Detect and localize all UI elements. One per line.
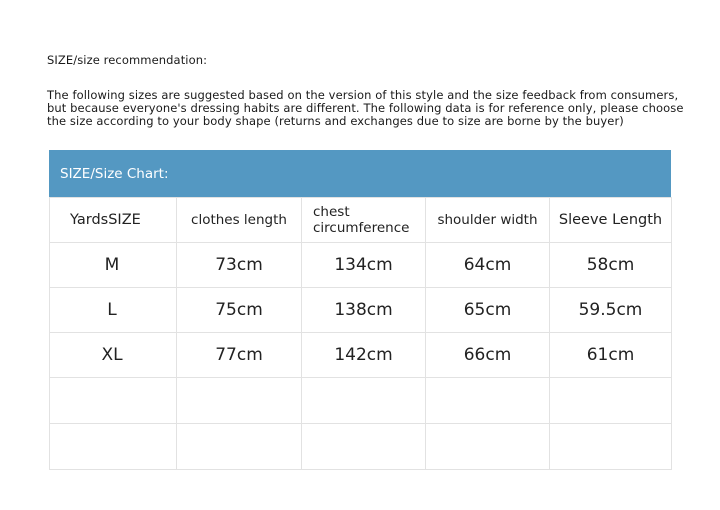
empty-cell bbox=[426, 378, 550, 424]
shoulder-width-value: 64cm bbox=[426, 243, 550, 288]
size-label: L bbox=[50, 288, 177, 333]
empty-cell bbox=[302, 424, 426, 470]
sleeve-length-value: 59.5cm bbox=[550, 288, 672, 333]
shoulder-width-value: 65cm bbox=[426, 288, 550, 333]
empty-cell bbox=[177, 424, 302, 470]
table-row bbox=[50, 288, 672, 333]
empty-cell bbox=[50, 424, 177, 470]
size-chart bbox=[49, 150, 671, 470]
size-label: M bbox=[50, 243, 177, 288]
sleeve-length-value: 58cm bbox=[550, 243, 672, 288]
empty-cell bbox=[50, 378, 177, 424]
chest-circumference-value: 142cm bbox=[302, 333, 426, 378]
size-chart-title: SIZE/Size Chart: bbox=[49, 150, 671, 197]
sleeve-length-value: 61cm bbox=[550, 333, 672, 378]
chest-circumference-value: 134cm bbox=[302, 243, 426, 288]
empty-cell bbox=[550, 424, 672, 470]
size-recommendation-heading: SIZE/size recommendation: bbox=[47, 53, 208, 67]
column-header-size: YardsSIZE bbox=[50, 198, 177, 243]
clothes-length-value: 75cm bbox=[177, 288, 302, 333]
size-table bbox=[49, 197, 672, 470]
table-header-row bbox=[50, 198, 672, 243]
empty-cell bbox=[177, 378, 302, 424]
empty-table-row bbox=[50, 424, 672, 470]
table-row bbox=[50, 333, 672, 378]
table-row bbox=[50, 243, 672, 288]
column-header-clothes-length: clothes length bbox=[177, 198, 302, 243]
column-header-sleeve-length: Sleeve Length bbox=[550, 198, 672, 243]
clothes-length-value: 73cm bbox=[177, 243, 302, 288]
chest-circumference-value: 138cm bbox=[302, 288, 426, 333]
empty-table-row bbox=[50, 378, 672, 424]
empty-cell bbox=[302, 378, 426, 424]
shoulder-width-value: 66cm bbox=[426, 333, 550, 378]
clothes-length-value: 77cm bbox=[177, 333, 302, 378]
empty-cell bbox=[426, 424, 550, 470]
size-recommendation-text: The following sizes are suggested based on the version of this style and the size feedback from consumers, but because everyone's dressing habits are different. The following data is for reference only, please choose the size according to your body shape (returns and exchanges due to size are borne by the buyer) bbox=[47, 88, 684, 128]
column-header-chest-circumference: chest circumference bbox=[302, 198, 426, 243]
size-label: XL bbox=[50, 333, 177, 378]
empty-cell bbox=[550, 378, 672, 424]
column-header-shoulder-width: shoulder width bbox=[426, 198, 550, 243]
